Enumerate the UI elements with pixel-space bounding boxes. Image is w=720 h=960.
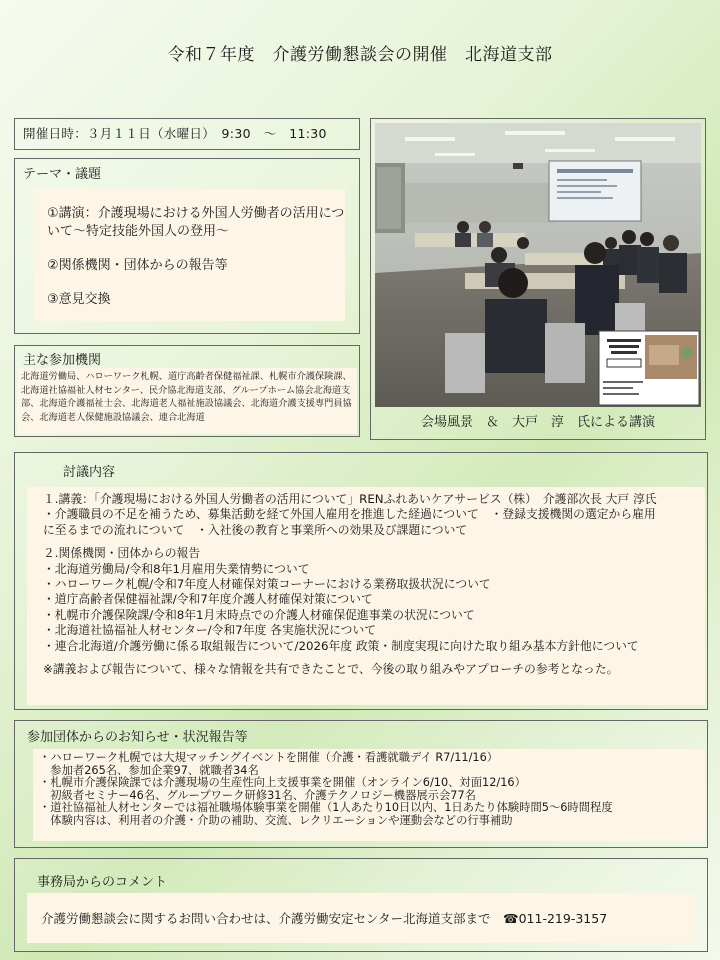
phone-number: 011-219-3157: [518, 911, 608, 926]
theme-item: ②関係機関・団体からの報告等: [47, 258, 228, 273]
news-line: 参加者265名、参加企業97、就職者34名: [39, 763, 259, 777]
discussion-line: に至るまでの流れについて ・入社後の教育と事業所への効果及び課題について: [43, 522, 468, 537]
discussion-section: [14, 452, 708, 710]
news-line: ・ハローワーク札幌では大規マッチングイベントを開催（介護・看護就職デイ R7/11/16）: [39, 751, 499, 764]
news-section: [14, 720, 708, 848]
news-line: ・札幌市介護保険課では介護現場の生産性向上支援事業を開催（オンライン6/10、対面12/16）: [39, 776, 526, 790]
photo-caption: 会場風景 ＆ 大戸 淳 氏による講演: [420, 415, 655, 430]
comment-content: [27, 893, 695, 943]
news-line: ・道社協福祉人材センターでは福祉職場体験事業を開催（1人あたり10日以内、1日あたり体験時間5～6時間程度: [39, 801, 613, 815]
organizations-section: [14, 345, 360, 437]
discussion-line: ・札幌市介護保険課/令和8年1月末時点での介護人材確保促進事業の状況について: [43, 607, 475, 622]
meeting-photo: [375, 123, 701, 407]
discussion-line: ・介護職員の不足を補うため、募集活動を経て外国人雇用を推進した経過について ・登録支援機関の選定から雇用: [43, 507, 656, 522]
comment-section: [14, 858, 708, 952]
discussion-line: １.講義：「介護現場における外国人労働者の活用について」RENふれあいケアサービス（株） 介護部次長 大戸 淳氏: [43, 492, 657, 506]
theme-section: [14, 158, 360, 334]
news-line: 初級者セミナー46名、グループワーク研修31名、介護テクノロジー機器展示会77名: [39, 788, 476, 802]
theme-label: テーマ・議題: [23, 167, 102, 182]
news-line: 体験内容は、利用者の介護・介助の補助、交流、レクリエーションや運動会などの行事補助: [39, 813, 513, 827]
photo-section: [370, 118, 706, 440]
projector-screen: [549, 161, 641, 221]
discussion-line: ・連合北海道/介護労働に係る取組報告について/2026年度 政策・制度実現に向けた取り組み基本方針他について: [43, 638, 639, 653]
organizations-text: 北海道労働局、ハローワーク札幌、道庁高齢者保健福祉課、札幌市介護保険課、北海道社協福祉人材センター、民介協北海道支部、グループホーム協会北海道支部、北海道介護福祉士会、北海道老人福祉施設協議会、北海道介護支援専門員協会、北海道老人保健施設協議会、連合北海道: [17, 368, 357, 434]
news-content: [33, 749, 705, 841]
discussion-note: ※講義および報告について、様々な情報を共有できたことで、今後の取り組みやアプローチの参考となった。: [43, 662, 619, 677]
discussion-line: ・北海道社協福祉人材センター/令和7年度 各実施状況について: [43, 623, 377, 638]
comment-label: 事務局からのコメント: [37, 875, 168, 890]
page-title: 令和７年度 介護労働懇談会の開催 北海道支部: [167, 45, 553, 65]
discussion-line: ・ハローワーク札幌/令和7年度人材確保対策コーナーにおける業務取扱状況について: [43, 577, 491, 592]
theme-item: ①講演：介護現場における外国人労働者の活用について～特定技能外国人の登用～: [47, 206, 345, 239]
news-label: 参加団体からのお知らせ・状況報告等: [27, 730, 248, 745]
discussion-line: ・北海道労働局/令和8年1月雇用失業情勢について: [43, 561, 310, 576]
phone-icon: ☎: [503, 911, 519, 926]
discussion-label: 討議内容: [63, 465, 116, 480]
organizations-label: 主な参加機関: [23, 353, 102, 368]
theme-list: [33, 189, 345, 321]
discussion-line: ・道庁高齢者保健福祉課/令和7年度介護人材確保対策について: [43, 592, 373, 607]
slide-inset: [599, 331, 699, 405]
theme-item: ③意見交換: [47, 292, 111, 307]
comment-text: 介護労働懇談会に関するお問い合わせは、介護労働安定センター北海道支部まで: [41, 911, 504, 926]
discussion-line: ２.関係機関・団体からの報告: [43, 546, 201, 561]
discussion-content: [27, 487, 705, 705]
meeting-datetime: 開催日時：３月１１日（水曜日） 9:30 ～ 11:30: [14, 118, 360, 150]
